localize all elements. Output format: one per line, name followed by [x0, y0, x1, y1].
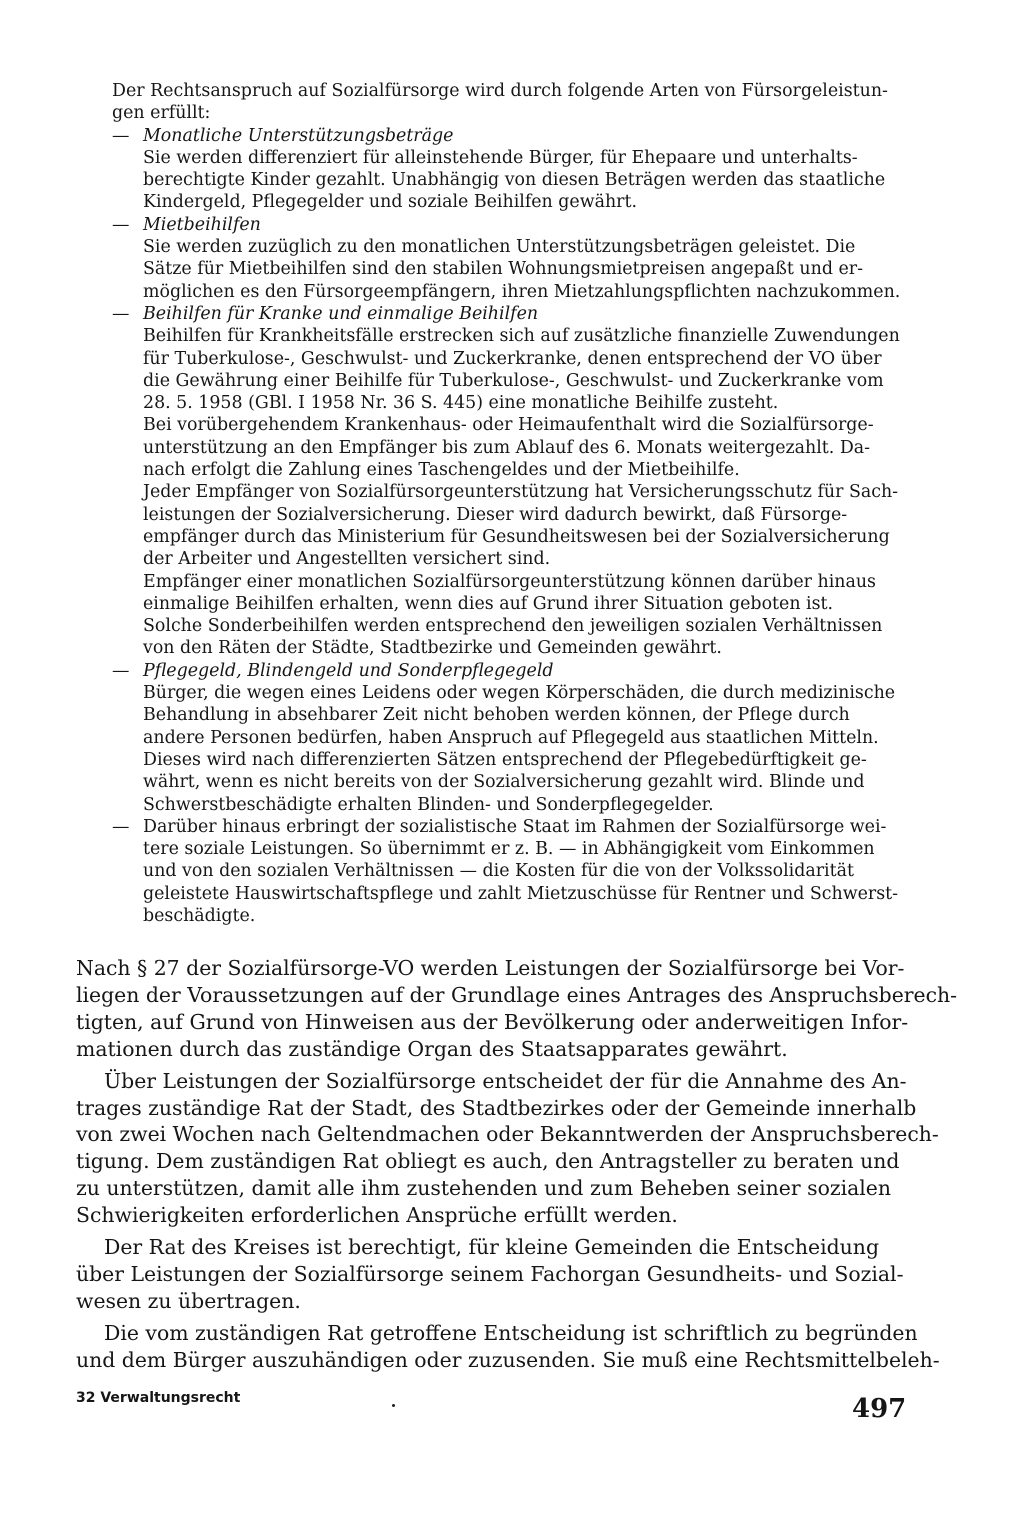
text-line: Sie werden zuzüglich zu den monatlichen Unterstützungsbeträgen geleistet. Die — [143, 237, 856, 258]
body-paragraph — [76, 1234, 902, 1315]
text-line: der Arbeiter und Angestellten versichert sind. — [143, 549, 551, 570]
text-line: Dieses wird nach differenzierten Sätzen entsprechend der Pflegebedürftigkeit ge- — [143, 749, 867, 770]
item-title: Beihilfen für Kranke und einmalige Beihilfen — [143, 303, 539, 324]
intro-paragraph — [112, 80, 904, 125]
text-line: leistungen der Sozialversicherung. Dieser wird dadurch bewirkt, daß Fürsorge- — [143, 504, 848, 525]
text-line: zu unterstützen, damit alle ihm zustehenden und zum Beheben seiner sozialen — [76, 1176, 891, 1201]
body-paragraph — [76, 955, 958, 1063]
text-line: mationen durch das zuständige Organ des Staatsapparates gewährt. — [76, 1036, 788, 1061]
page-number: 497 — [852, 1394, 907, 1424]
body-paragraph — [76, 1320, 940, 1374]
dash-marker: — — [112, 214, 130, 235]
text-line: Der Rechtsanspruch auf Sozialfürsorge wird durch folgende Arten von Fürsorgeleistun- — [112, 81, 888, 101]
text-line: einmalige Beihilfen erhalten, wenn dies auf Grund ihrer Situation geboten ist. — [143, 593, 834, 614]
text-line: liegen der Voraussetzungen auf der Grundlage eines Antrages des Anspruchsberech- — [76, 982, 958, 1007]
text-line: und von den sozialen Verhältnissen — die Kosten für die von der Volkssolidarität — [143, 861, 854, 882]
text-line: tigten, auf Grund von Hinweisen aus der Bevölkerung oder anderweitigen Infor- — [76, 1009, 909, 1034]
text-line: Solche Sonderbeihilfen werden entsprechend den jeweiligen sozialen Verhältnissen — [143, 616, 883, 637]
text-line: währt, wenn es nicht bereits von der Sozialversicherung gezahlt wird. Blinde und — [143, 772, 865, 793]
text-line: beschädigte. — [143, 905, 256, 926]
enumerated-benefits-section — [112, 80, 904, 927]
main-body-text — [76, 955, 958, 1379]
text-line: empfänger durch das Ministerium für Gesundheitswesen bei der Sozialversicherung — [143, 526, 890, 547]
text-line: andere Personen bedürfen, haben Anspruch auf Pflegegeld aus staatlichen Mitteln. — [143, 727, 879, 748]
item-title: Monatliche Unterstützungsbeträge — [143, 125, 454, 146]
text-line: über Leistungen der Sozialfürsorge seinem Fachorgan Gesundheits- und Sozial- — [76, 1261, 904, 1286]
text-line: die Gewährung einer Beihilfe für Tuberkulose-, Geschwulst- und Zuckerkranke vom — [143, 370, 884, 391]
text-line: tigung. Dem zuständigen Rat obliegt es auch, den Antragsteller zu beraten und — [76, 1149, 900, 1174]
dash-marker: — — [112, 125, 130, 146]
running-footer: 32 Verwaltungsrecht — [76, 1390, 241, 1406]
text-line: für Tuberkulose-, Geschwulst- und Zuckerkranke, denen entsprechend der VO über — [143, 348, 882, 369]
text-line: tere soziale Leistungen. So übernimmt er z. B. — in Abhängigkeit vom Einkommen — [143, 839, 875, 860]
benefit-item-care-allowance — [112, 660, 904, 816]
text-line: von zwei Wochen nach Geltendmachen oder Bekanntwerden der Anspruchsberech- — [76, 1122, 939, 1147]
text-line: unterstützung an den Empfänger bis zum Ablauf des 6. Monats weitergezahlt. Da- — [143, 437, 871, 458]
text-line: trages zuständige Rat der Stadt, des Stadtbezirkes oder der Gemeinde innerhalb — [76, 1095, 917, 1120]
text-line: Der Rat des Kreises ist berechtigt, für kleine Gemeinden die Entscheidung — [104, 1235, 879, 1260]
text-line: Kindergeld, Pflegegelder und soziale Beihilfen gewährt. — [143, 192, 637, 213]
dash-marker: — — [112, 816, 130, 837]
text-line: Sätze für Mietbeihilfen sind den stabilen Wohnungsmietpreisen angepaßt und er- — [143, 259, 863, 280]
body-paragraph — [76, 1068, 939, 1229]
text-line: 28. 5. 1958 (GBl. I 1958 Nr. 36 S. 445) eine monatliche Beihilfe zusteht. — [143, 393, 779, 414]
text-line: berechtigte Kinder gezahlt. Unabhängig von diesen Beträgen werden das staatliche — [143, 170, 886, 191]
text-line: Darüber hinaus erbringt der sozialistische Staat im Rahmen der Sozialfürsorge wei- — [143, 816, 887, 837]
text-line: von den Räten der Städte, Stadtbezirke und Gemeinden gewährt. — [143, 638, 722, 659]
benefit-item-sickness-allowance — [112, 303, 904, 660]
text-line: Nach § 27 der Sozialfürsorge-VO werden Leistungen der Sozialfürsorge bei Vor- — [76, 956, 905, 980]
text-line: Die vom zuständigen Rat getroffene Entscheidung ist schriftlich zu begründen — [104, 1320, 918, 1345]
print-speck — [392, 1404, 395, 1407]
text-line: Schwerstbeschädigte erhalten Blinden- und Sonderpflegegelder. — [143, 794, 714, 815]
text-line: und dem Bürger auszuhändigen oder zuzusenden. Sie muß eine Rechtsmittelbeleh- — [76, 1347, 940, 1372]
benefit-item-rent-allowance — [112, 214, 904, 303]
text-line: Behandlung in absehbarer Zeit nicht behoben werden können, der Pflege durch — [143, 705, 850, 726]
text-line: Schwierigkeiten erforderlichen Ansprüche erfüllt werden. — [76, 1203, 678, 1228]
text-line: möglichen es den Fürsorgeempfängern, ihren Mietzahlungspflichten nachzukommen. — [143, 281, 901, 302]
text-line: gen erfüllt: — [112, 103, 211, 124]
text-line: Beihilfen für Krankheitsfälle erstrecken sich auf zusätzliche finanzielle Zuwendungen — [143, 326, 900, 347]
text-line: Bei vorübergehendem Krankenhaus- oder Heimaufenthalt wird die Sozialfürsorge- — [143, 415, 874, 436]
text-line: wesen zu übertragen. — [76, 1288, 301, 1313]
text-line: Bürger, die wegen eines Leidens oder wegen Körperschäden, die durch medizinische — [143, 683, 896, 704]
text-line: Über Leistungen der Sozialfürsorge entscheidet der für die Annahme des An- — [104, 1068, 907, 1093]
item-title: Pflegegeld, Blindengeld und Sonderpflegegeld — [143, 660, 554, 681]
text-line: geleistete Hauswirtschaftspflege und zahlt Mietzuschüsse für Rentner und Schwerst- — [143, 883, 899, 904]
dash-marker: — — [112, 660, 130, 681]
benefit-item-monthly-support — [112, 125, 904, 214]
item-title: Mietbeihilfen — [143, 214, 261, 235]
text-line: Empfänger einer monatlichen Sozialfürsorgeunterstützung können darüber hinaus — [143, 571, 876, 592]
dash-marker: — — [112, 303, 130, 324]
text-line: Jeder Empfänger von Sozialfürsorgeunterstützung hat Versicherungsschutz für Sach- — [143, 482, 899, 503]
benefit-item-further-services — [112, 816, 904, 927]
text-line: nach erfolgt die Zahlung eines Taschengeldes und der Mietbeihilfe. — [143, 460, 740, 481]
text-line: Sie werden differenziert für alleinstehende Bürger, für Ehepaare und unterhalts- — [143, 147, 858, 168]
